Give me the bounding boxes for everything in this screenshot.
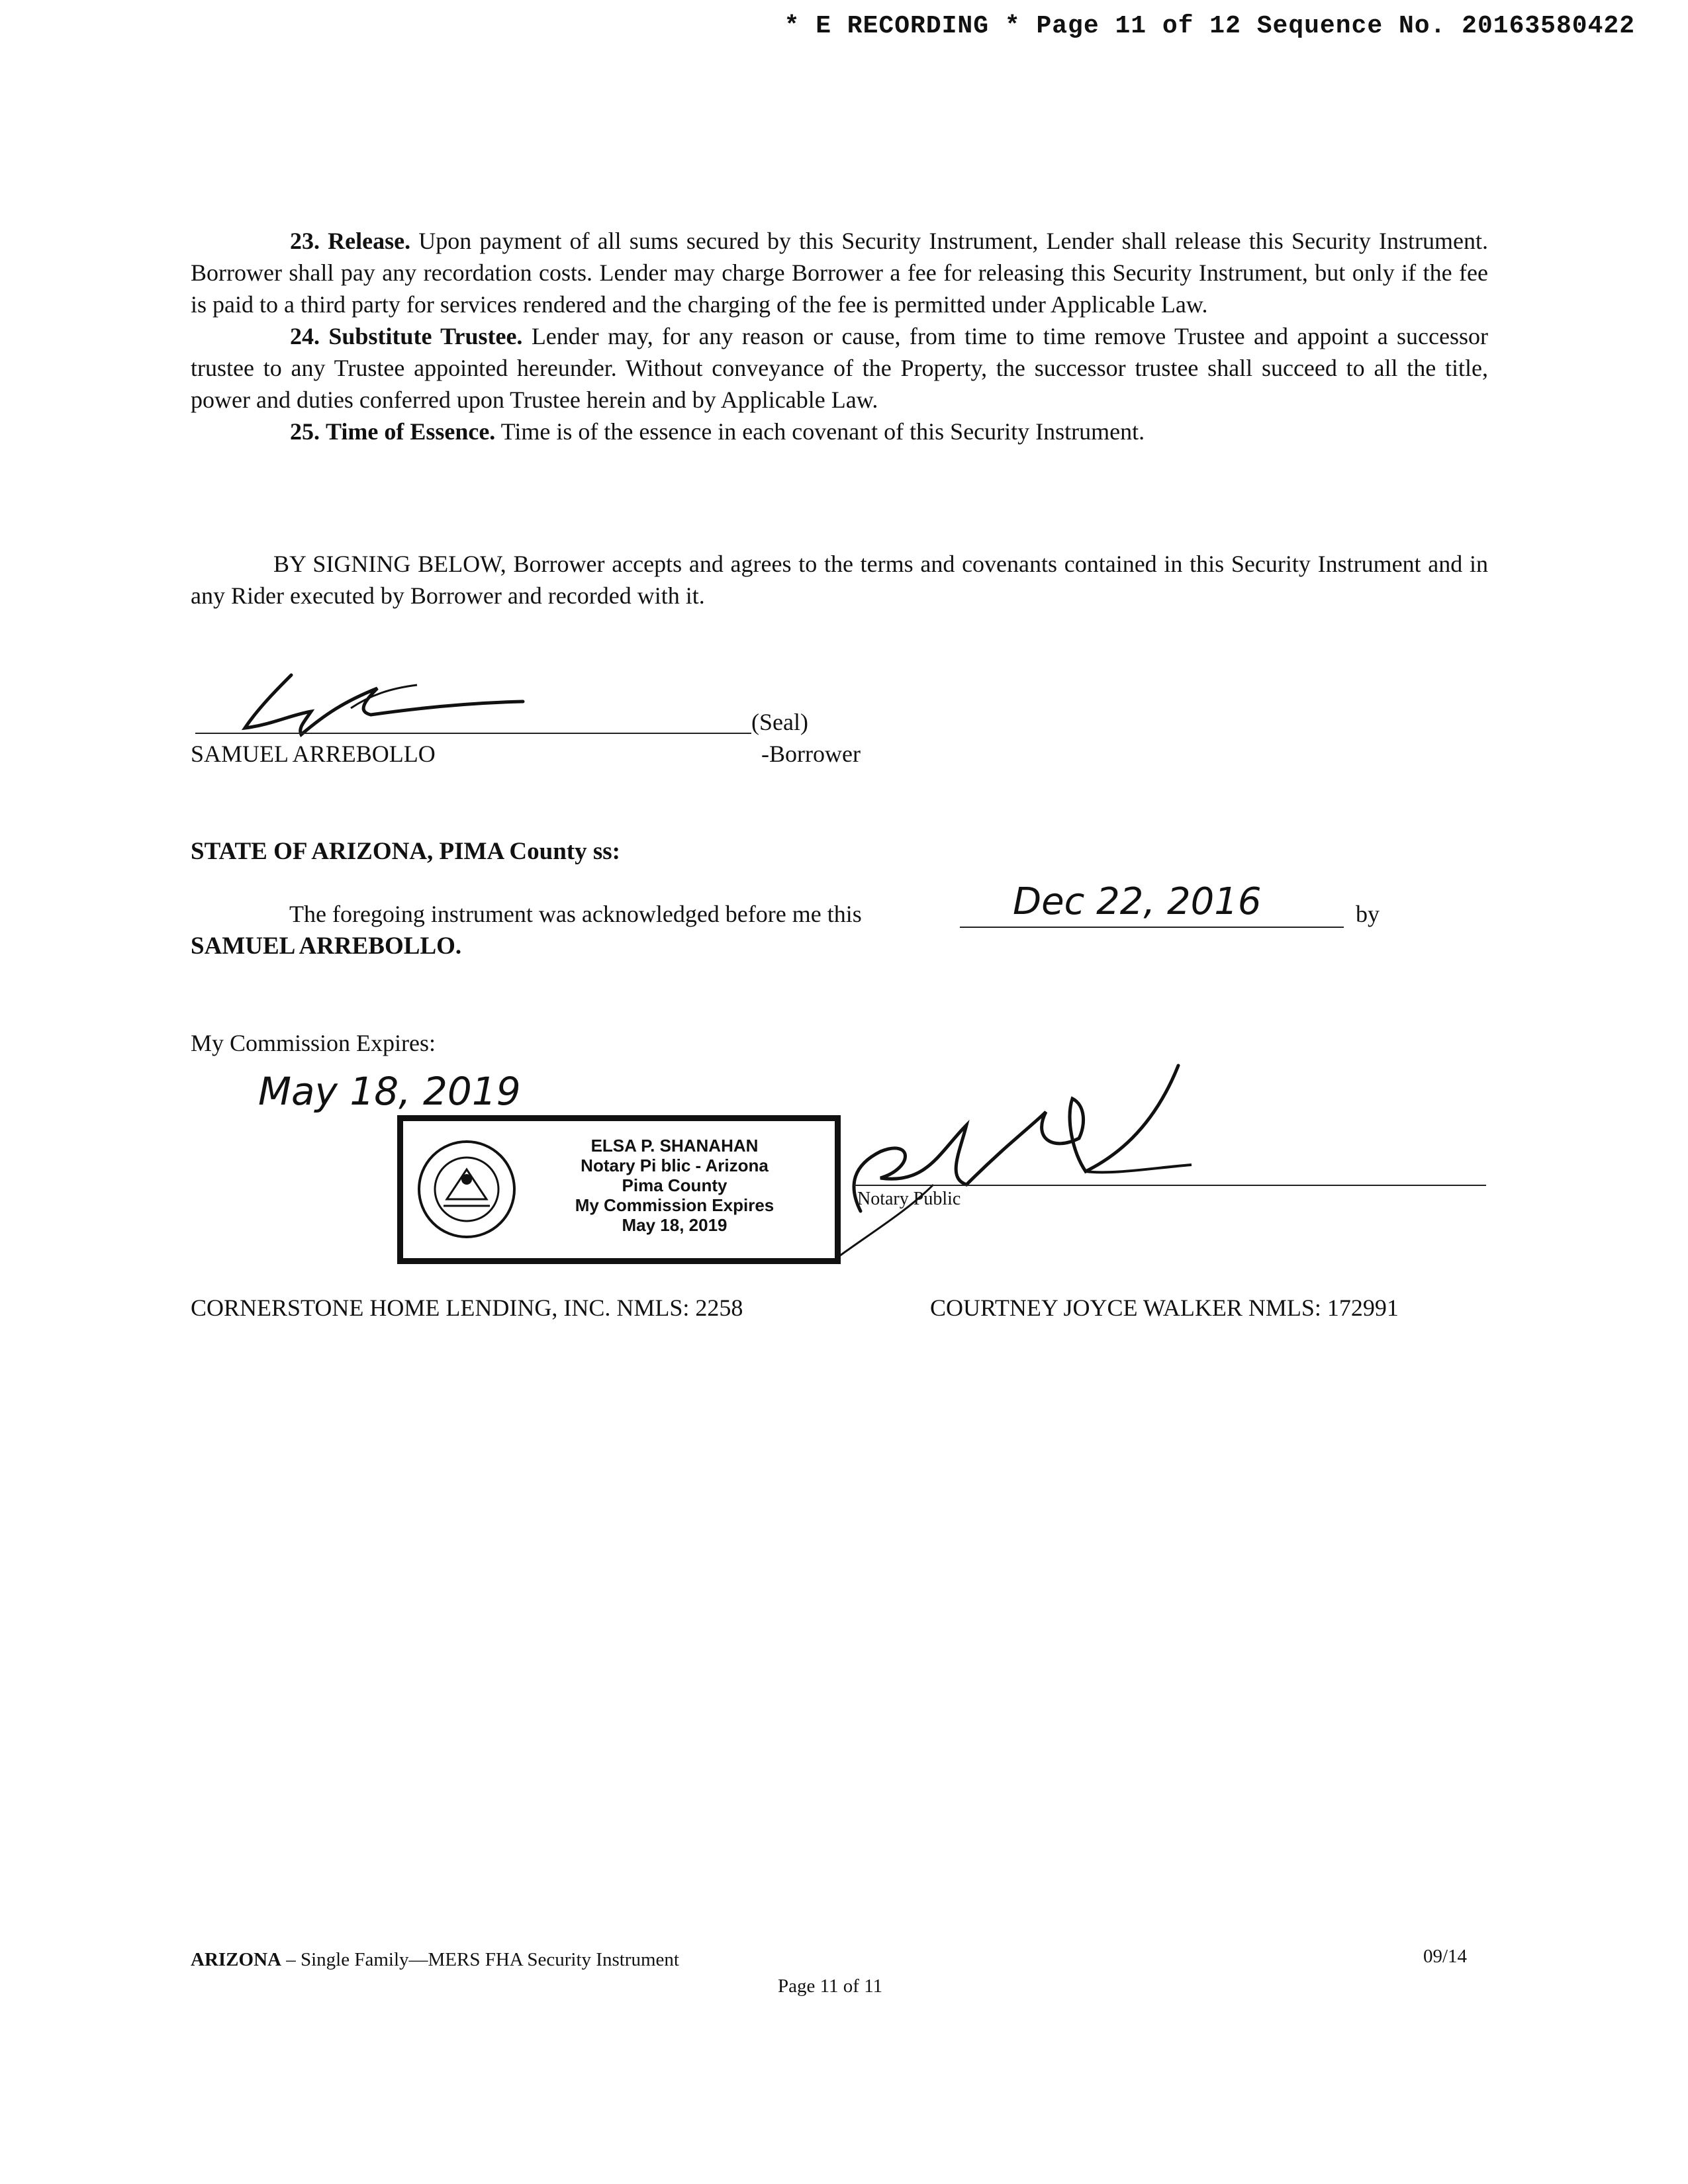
venue-heading: STATE OF ARIZONA, PIMA County ss:	[191, 838, 620, 865]
stamp-line: Pima County	[622, 1175, 727, 1195]
notary-stamp	[397, 1115, 841, 1264]
acknowledgment-text: The foregoing instrument was acknowledged before me this	[289, 901, 862, 927]
signing-statement	[191, 548, 1488, 612]
section-23	[191, 225, 1488, 320]
stamp-text	[516, 1136, 833, 1235]
section-24	[191, 320, 1488, 416]
borrower-role: -Borrower	[761, 741, 861, 767]
covenant-sections	[191, 225, 1488, 447]
acknowledged-name: SAMUEL ARREBOLLO.	[191, 933, 462, 960]
footer-state: ARIZONA	[191, 1949, 281, 1970]
seal-label: (Seal)	[751, 709, 808, 735]
borrower-signature	[218, 662, 649, 748]
commission-date: May 18, 2019	[258, 1069, 521, 1114]
stamp-line: My Commission Expires	[575, 1195, 774, 1215]
footer-form	[191, 1949, 679, 1971]
notary-label: Notary Public	[857, 1189, 961, 1209]
state-seal-icon	[414, 1133, 520, 1246]
section-number: 24.	[290, 323, 320, 349]
lender-company: CORNERSTONE HOME LENDING, INC. NMLS: 2258	[191, 1295, 743, 1321]
section-title: Release.	[328, 228, 411, 254]
section-number: 23.	[290, 228, 320, 254]
notary-signature-line	[854, 1185, 1486, 1186]
stamp-line: ELSA P. SHANAHAN	[590, 1136, 759, 1156]
signing-text: BY SIGNING BELOW, Borrower accepts and agrees to the terms and covenants contained in this Security Instrument and in any Rider executed by Borrower and recorded with it.	[191, 551, 1488, 609]
by-label: by	[1356, 901, 1380, 927]
borrower-name: SAMUEL ARREBOLLO	[191, 741, 436, 767]
section-title: Time of Essence.	[326, 418, 496, 445]
footer-page-number: Page 11 of 11	[778, 1976, 883, 1997]
borrower-signature-line	[195, 733, 751, 734]
notary-signature	[834, 1052, 1231, 1264]
recording-header: * E RECORDING * Page 11 of 12 Sequence No. 20163580422	[784, 12, 1635, 40]
section-text: Lender may, for any reason or cause, from time to time remove Trustee and appoint a successor trustee to any Trustee appointed hereunder. Without conveyance of the Property, the successor trustee shall succeed to all the title, power and duties conferred upon Trustee herein and by Applicable Law.	[191, 323, 1489, 413]
footer-form-title: – Single Family—MERS FHA Security Instrument	[281, 1949, 679, 1970]
stamp-line: May 18, 2019	[622, 1215, 727, 1235]
acknowledgment-date: Dec 22, 2016	[1013, 880, 1262, 923]
stamp-line: Notary Pi blic - Arizona	[581, 1156, 769, 1175]
section-25	[191, 416, 1488, 447]
section-text: Upon payment of all sums secured by this Security Instrument, Lender shall release this Security Instrument. Borrower shall pay any recordation costs. Lender may charge Borrower a fee for releasing this Security Instrument, but only if the fee is paid to a third party for services rendered and the charging of the fee is permitted under Applicable Law.	[191, 228, 1489, 318]
footer-version: 09/14	[1423, 1946, 1468, 1967]
loan-originator: COURTNEY JOYCE WALKER NMLS: 172991	[930, 1295, 1399, 1321]
section-number: 25.	[290, 418, 320, 445]
date-line	[960, 927, 1344, 928]
commission-label: My Commission Expires:	[191, 1030, 436, 1056]
section-title: Substitute Trustee.	[328, 323, 523, 349]
section-text: Time is of the essence in each covenant of this Security Instrument.	[500, 418, 1145, 445]
